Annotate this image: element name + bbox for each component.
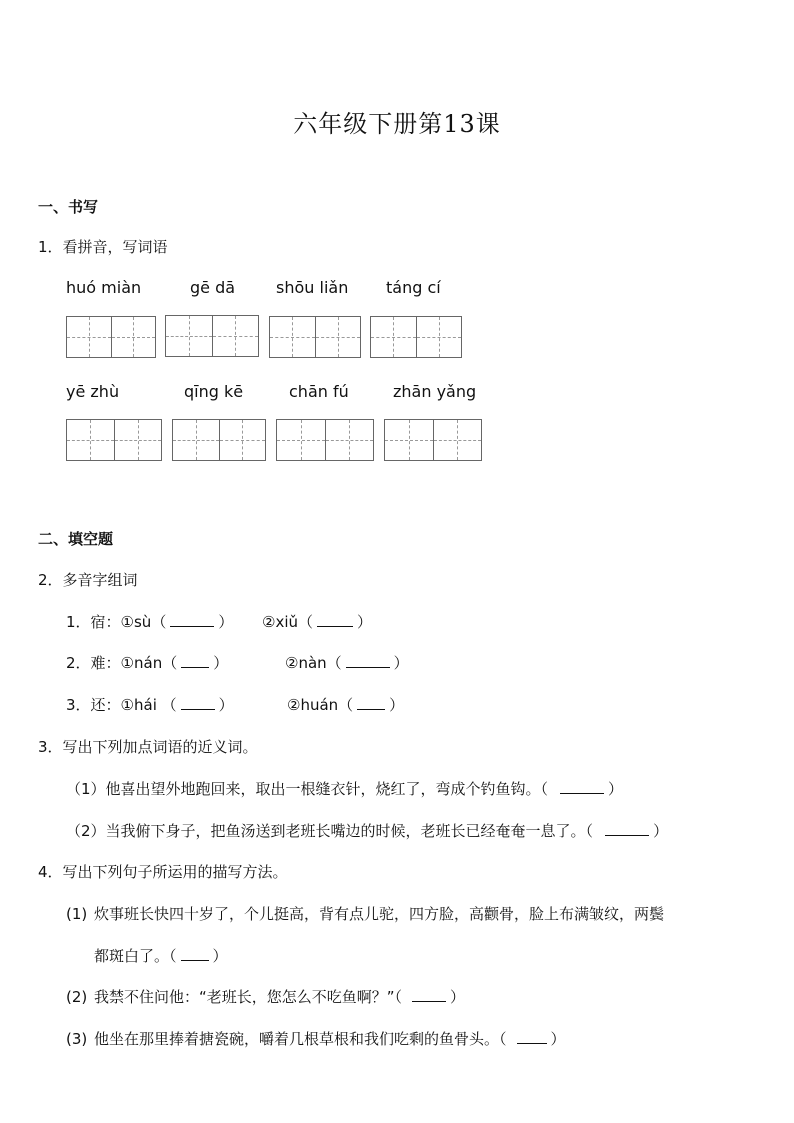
- answer-blank[interactable]: [181, 695, 215, 710]
- section-heading-fill-in: 二、填空题: [38, 530, 114, 548]
- pinyin-label: yē zhù: [66, 382, 120, 401]
- writing-grid[interactable]: [165, 315, 259, 357]
- writing-grid[interactable]: [66, 316, 156, 358]
- pinyin-label: huó miàn: [66, 278, 142, 297]
- pinyin-label: shōu liǎn: [276, 278, 349, 297]
- answer-blank[interactable]: [170, 612, 214, 627]
- item-number: (1): [66, 905, 88, 923]
- answer-blank[interactable]: [412, 987, 446, 1002]
- writing-grid[interactable]: [172, 419, 266, 461]
- writing-grid[interactable]: [66, 419, 162, 461]
- polyphone-item: 1．宿：①sù（ ）: [66, 613, 234, 631]
- item-number: (3): [66, 1030, 88, 1048]
- answer-blank[interactable]: [346, 653, 390, 668]
- answer-blank[interactable]: [181, 946, 209, 961]
- writing-grid[interactable]: [269, 316, 361, 358]
- question-2-prompt: 2．多音字组词: [38, 571, 138, 589]
- answer-blank[interactable]: [357, 695, 385, 710]
- pinyin-label: zhān yǎng: [393, 382, 477, 401]
- question-4-prompt: 4．写出下列句子所运用的描写方法。: [38, 863, 288, 881]
- answer-blank[interactable]: [605, 821, 649, 836]
- item-number: (2): [66, 988, 88, 1006]
- answer-blank[interactable]: [317, 612, 353, 627]
- answer-blank[interactable]: [181, 653, 209, 668]
- pinyin-label: gē dā: [190, 278, 236, 297]
- description-sentence: 都斑白了。（ ）: [94, 947, 228, 965]
- section-heading-writing: 一、书写: [38, 198, 99, 216]
- page-title: 六年级下册第13课: [293, 110, 501, 138]
- synonym-item: （2）当我俯下身子，把鱼汤送到老班长嘴边的时候，老班长已经奄奄一息了。（ ）: [66, 822, 669, 840]
- answer-blank[interactable]: [517, 1029, 547, 1044]
- pinyin-label: qīng kē: [184, 382, 244, 401]
- polyphone-item: 3．还：①hái （ ）: [66, 696, 234, 714]
- description-sentence: 我禁不住问他：“老班长，您怎么不吃鱼啊？”（ ）: [94, 988, 466, 1006]
- question-1-prompt: 1．看拼音，写词语: [38, 238, 168, 256]
- polyphone-item: 2．难：①nán（ ）: [66, 654, 229, 672]
- pinyin-label: táng cí: [386, 278, 441, 297]
- writing-grid[interactable]: [276, 419, 374, 461]
- polyphone-item: ②xiǔ（ ）: [262, 613, 373, 631]
- polyphone-item: ②huán（ ）: [287, 696, 405, 714]
- description-sentence: 炊事班长快四十岁了，个儿挺高，背有点儿驼，四方脸，高颧骨，脸上布满皱纹，两鬓: [94, 905, 665, 923]
- polyphone-item: ②nàn（ ）: [285, 654, 409, 672]
- writing-grid[interactable]: [384, 419, 482, 461]
- answer-blank[interactable]: [560, 779, 604, 794]
- writing-grid[interactable]: [370, 316, 462, 358]
- question-3-prompt: 3．写出下列加点词语的近义词。: [38, 738, 258, 756]
- synonym-item: （1）他喜出望外地跑回来，取出一根缝衣针，烧红了，弯成个钓鱼钩。（ ）: [66, 780, 624, 798]
- description-sentence: 他坐在那里捧着搪瓷碗，嚼着几根草根和我们吃剩的鱼骨头。（ ）: [94, 1030, 566, 1048]
- pinyin-label: chān fú: [289, 382, 349, 401]
